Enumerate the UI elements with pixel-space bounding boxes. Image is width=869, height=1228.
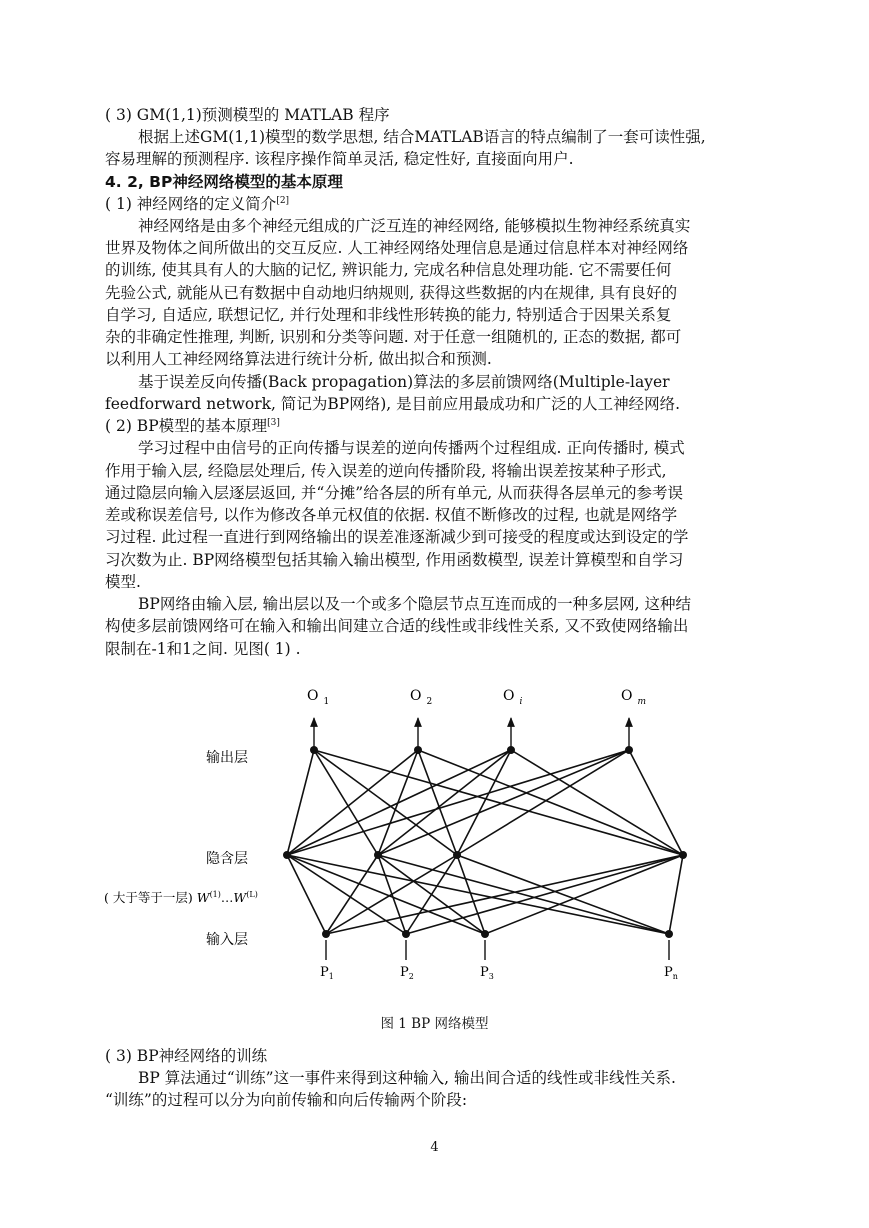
text-line: 的训练, 使其具有人的大脑的记忆, 辨识能力, 完成名种信息处理功能. 它不需要任何 xyxy=(105,261,672,279)
text-line-gm-heading: ( 3) GM(1,1)预测模型的 MATLAB 程序 xyxy=(105,106,390,124)
text-line: BP网络由输入层, 输出层以及一个或多个隐层节点互连而成的一种多层网, 这种结 xyxy=(138,595,692,613)
input-node xyxy=(481,930,489,938)
hidden-output-connection xyxy=(287,750,314,855)
citation-ref: [2] xyxy=(276,195,290,206)
figure-caption: 图 1 BP 网络模型 xyxy=(380,1016,489,1032)
output-node xyxy=(310,746,318,754)
text-line: 世界及物体之间所做出的交互反应. 人工神经网络处理信息是通过信息样本对神经网络 xyxy=(105,239,689,257)
text-line: 自学习, 自适应, 联想记忆, 并行处理和非线性形转换的能力, 特别适合于因果关系复 xyxy=(105,306,672,324)
bp-network-diagram xyxy=(0,680,869,1000)
text-line: 习次数为止. BP网络模型包括其输入输出模型, 作用函数模型, 误差计算模型和自学习 xyxy=(105,551,684,569)
input-hidden-connection xyxy=(287,855,485,934)
input-hidden-connection xyxy=(485,855,683,934)
hidden-layer-note: ( 大于等于一层) $W^{(1)}\dots W^{(L)}$ xyxy=(104,890,258,905)
hidden-node xyxy=(679,851,687,859)
text-line: 通过隐层向输入层逐层返回, 并“分摊”给各层的所有单元, 从而获得各层单元的参考误 xyxy=(105,484,684,502)
input-label-1: $P_1$ xyxy=(320,965,334,981)
layer-label-output: 输出层 xyxy=(206,750,248,766)
subsection-heading: ( 2) BP模型的基本原理[3] xyxy=(105,417,280,435)
text-line: 习过程. 此过程一直进行到网络输出的误差准逐渐减少到可接受的程度或达到设定的学 xyxy=(105,528,689,546)
input-label-3: $P_3$ xyxy=(480,965,494,981)
input-hidden-connection xyxy=(669,855,683,934)
subsection-heading: ( 1) 神经网络的定义简介[2] xyxy=(105,195,290,213)
layer-label-input: 输入层 xyxy=(206,932,248,948)
input-hidden-connection xyxy=(287,855,326,934)
output-node xyxy=(507,746,515,754)
input-hidden-connection xyxy=(326,855,683,934)
input-hidden-connection xyxy=(406,855,683,934)
output-label-1: O $_1$ xyxy=(307,688,330,707)
hidden-output-connection xyxy=(457,750,629,855)
hidden-output-connection xyxy=(511,750,683,855)
hidden-node xyxy=(453,851,461,859)
output-node xyxy=(414,746,422,754)
text-line: 以利用人工神经网络算法进行统计分析, 做出拟合和预测. xyxy=(105,350,492,368)
input-hidden-connection xyxy=(457,855,669,934)
text-line: 限制在-1和1之间. 见图( 1) . xyxy=(105,640,301,658)
input-label-n: $P_n$ xyxy=(664,965,678,981)
text-line: 模型. xyxy=(105,573,141,591)
text-line: 先验公式, 就能从已有数据中自动地归纳规则, 获得这些数据的内在规律, 具有良好的 xyxy=(105,284,678,302)
subsection-heading: ( 3) BP神经网络的训练 xyxy=(105,1047,268,1065)
output-node xyxy=(625,746,633,754)
citation-ref: [3] xyxy=(267,417,280,428)
layer-label-hidden: 隐含层 xyxy=(206,851,248,867)
text-line: 学习过程中由信号的正向传播与误差的逆向传播两个过程组成. 正向传播时, 模式 xyxy=(138,439,685,457)
hidden-output-connection xyxy=(314,750,457,855)
input-label-2: $P_2$ xyxy=(400,965,414,981)
output-label-m: O $_m$ xyxy=(621,688,647,707)
hidden-output-connection xyxy=(418,750,457,855)
text-line: 作用于输入层, 经隐层处理后, 传入误差的逆向传播阶段, 将输出误差按某种子形式, xyxy=(105,462,667,480)
text-line: “训练”的过程可以分为向前传输和向后传输两个阶段: xyxy=(105,1091,468,1109)
text-line: BP 算法通过“训练”这一事件来得到这种输入, 输出间合适的线性或非线性关系. xyxy=(138,1069,676,1087)
input-node xyxy=(402,930,410,938)
hidden-node xyxy=(283,851,291,859)
text-line: 差或称误差信号, 以作为修改各单元权值的依据. 权值不断修改的过程, 也就是网络学 xyxy=(105,506,678,524)
text-line: 杂的非确定性推理, 判断, 识别和分类等问题. 对于任意一组随机的, 正态的数据, 都可 xyxy=(105,328,682,346)
section-heading: 4. 2, BP神经网络模型的基本原理 xyxy=(105,173,343,191)
text-line: 根据上述GM(1,1)模型的数学思想, 结合MATLAB语言的特点编制了一套可读性强, xyxy=(138,128,706,146)
text-line: feedforward network, 简记为BP网络), 是目前应用最成功和广泛的人工神经网络. xyxy=(105,395,681,413)
text-line: 构使多层前馈网络可在输入和输出间建立合适的线性或非线性关系, 又不致使网络输出 xyxy=(105,617,689,635)
hidden-node xyxy=(374,851,382,859)
input-node xyxy=(322,930,330,938)
output-label-2: O $_2$ xyxy=(410,688,433,707)
input-node xyxy=(665,930,673,938)
text-line: 基于误差反向传播(Back propagation)算法的多层前馈网络(Multiple-layer xyxy=(138,373,670,391)
input-hidden-connection xyxy=(378,855,669,934)
hidden-output-connection xyxy=(314,750,683,855)
page-number: 4 xyxy=(430,1140,439,1155)
input-hidden-connection xyxy=(326,855,378,934)
input-hidden-connection xyxy=(378,855,485,934)
text-line: 神经网络是由多个神经元组成的广泛互连的神经网络, 能够模拟生物神经系统真实 xyxy=(138,217,691,235)
text-line: 容易理解的预测程序. 该程序操作简单灵活, 稳定性好, 直接面向用户. xyxy=(105,150,574,168)
output-label-i: O $_i$ xyxy=(503,688,523,707)
